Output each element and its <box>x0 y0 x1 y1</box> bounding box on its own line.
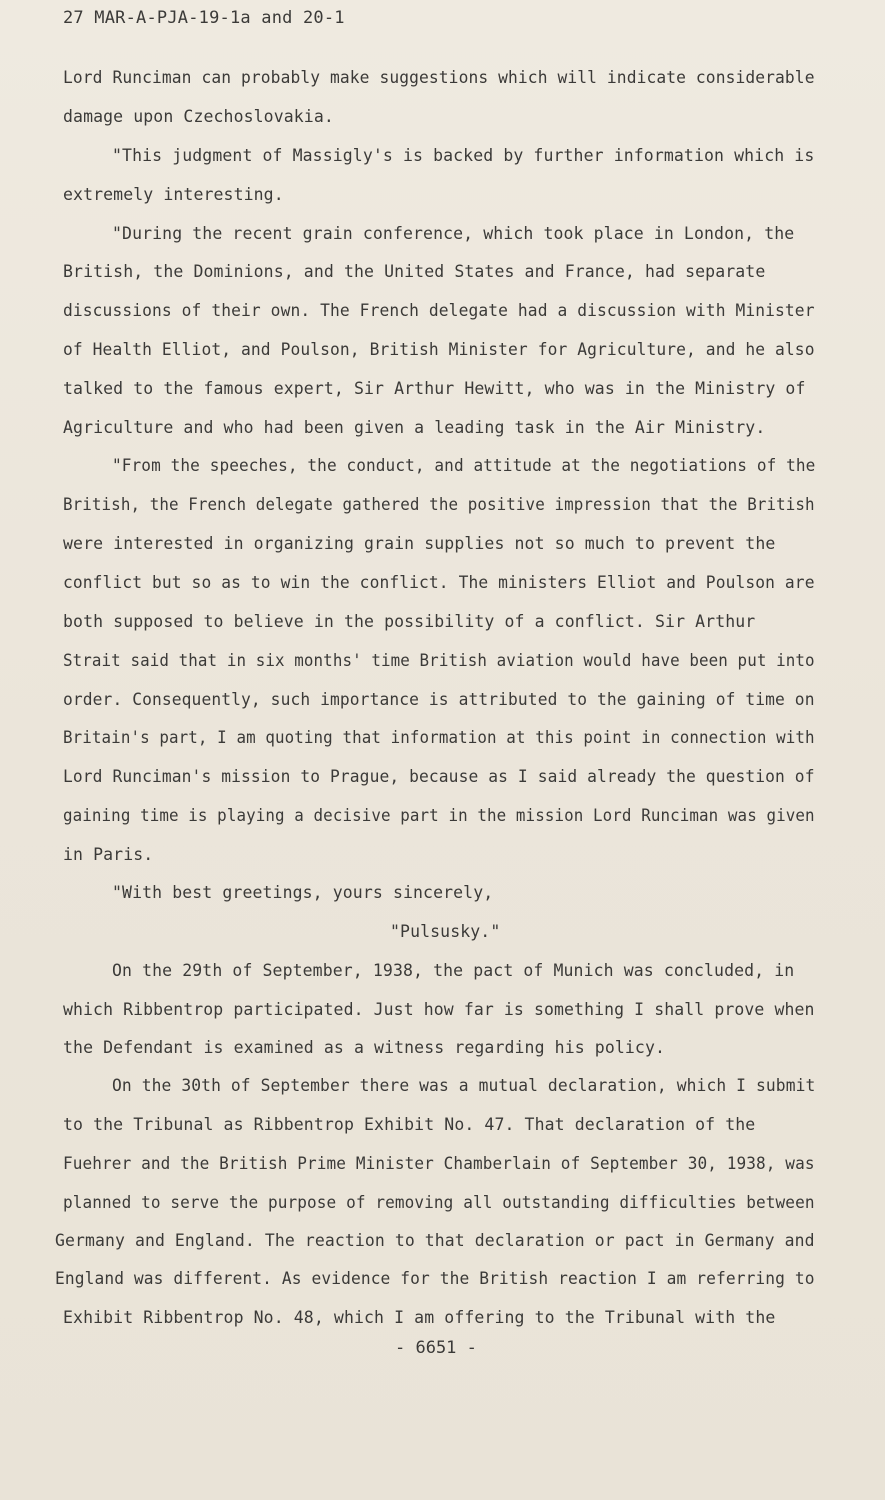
text-line: planned to serve the purpose of removing all outstanding difficulties between <box>63 1193 815 1212</box>
text-line: Agriculture and who had been given a leading task in the Air Ministry. <box>63 418 766 437</box>
text-line: Fuehrer and the British Prime Minister Chamberlain of September 30, 1938, was <box>63 1154 815 1173</box>
text-line: of Health Elliot, and Poulson, British Minister for Agriculture, and he also <box>63 340 815 359</box>
text-line: both supposed to believe in the possibility of a conflict. Sir Arthur <box>63 612 756 631</box>
text-line: order. Consequently, such importance is attributed to the gaining of time on <box>63 690 815 709</box>
text-line: England was different. As evidence for the British reaction I am referring to <box>55 1269 815 1288</box>
page-number: - 6651 - <box>395 1338 477 1358</box>
document-reference-header: 27 MAR-A-PJA-19-1a and 20-1 <box>63 8 345 28</box>
text-line: Britain's part, I am quoting that information at this point in connection with <box>63 728 815 747</box>
text-line: talked to the famous expert, Sir Arthur Hewitt, who was in the Ministry of <box>63 379 806 398</box>
text-line: "This judgment of Massigly's is backed by further information which is <box>112 146 815 165</box>
text-line: conflict but so as to win the conflict. The ministers Elliot and Poulson are <box>63 573 815 592</box>
text-line: Lord Runciman's mission to Prague, because as I said already the question of <box>63 767 815 786</box>
text-line: "With best greetings, yours sincerely, <box>112 883 494 902</box>
text-line: the Defendant is examined as a witness regarding his policy. <box>63 1038 666 1057</box>
text-line: On the 29th of September, 1938, the pact of Munich was concluded, in <box>112 961 795 980</box>
text-line: Exhibit Ribbentrop No. 48, which I am offering to the Tribunal with the <box>63 1308 776 1327</box>
text-line: to the Tribunal as Ribbentrop Exhibit No. 47. That declaration of the <box>63 1115 756 1134</box>
text-line: British, the Dominions, and the United States and France, had separate <box>63 262 766 281</box>
text-line: extremely interesting. <box>63 185 284 204</box>
text-line: gaining time is playing a decisive part in the mission Lord Runciman was given <box>63 806 815 825</box>
text-line: "During the recent grain conference, which took place in London, the <box>112 224 795 243</box>
text-line: British, the French delegate gathered the positive impression that the British <box>63 495 815 514</box>
text-line: Lord Runciman can probably make suggestions which will indicate considerable <box>63 68 815 87</box>
text-line: discussions of their own. The French delegate had a discussion with Minister <box>63 301 815 320</box>
text-line: Strait said that in six months' time British aviation would have been put into <box>63 651 815 670</box>
text-line: were interested in organizing grain supplies not so much to prevent the <box>63 534 776 553</box>
text-line: which Ribbentrop participated. Just how far is something I shall prove when <box>63 1000 815 1019</box>
text-line: in Paris. <box>63 845 154 864</box>
text-line: damage upon Czechoslovakia. <box>63 107 334 126</box>
text-line: Germany and England. The reaction to that declaration or pact in Germany and <box>55 1231 815 1250</box>
signature-line: "Pulsusky." <box>390 922 501 941</box>
text-line: On the 30th of September there was a mutual declaration, which I submit <box>112 1076 816 1095</box>
text-line: "From the speeches, the conduct, and attitude at the negotiations of the <box>112 456 816 475</box>
